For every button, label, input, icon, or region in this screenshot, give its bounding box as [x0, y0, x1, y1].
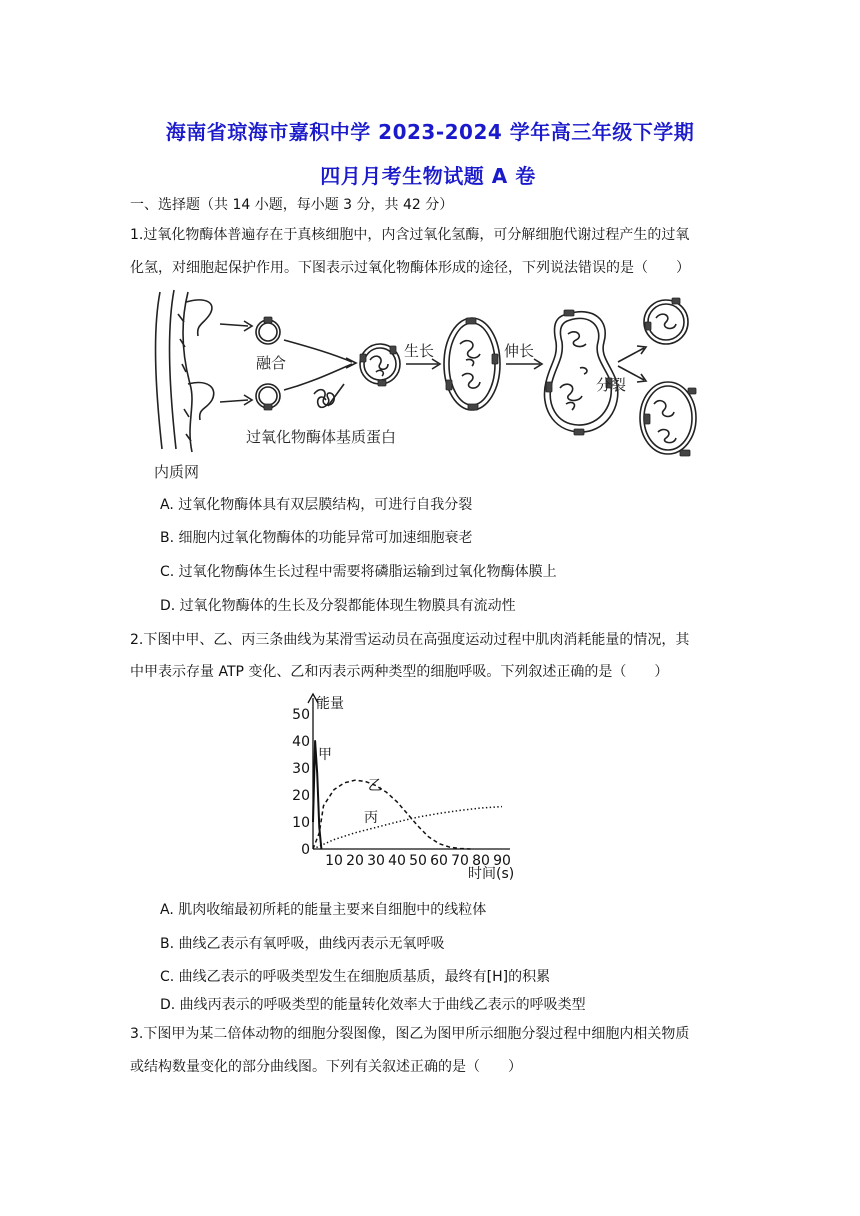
y-tick-label: 10: [292, 815, 310, 831]
q2-stem-line1: 2.下图中甲、乙、丙三条曲线为某滑雪运动员在高强度运动过程中肌肉消耗能量的情况，其: [130, 632, 690, 648]
q2-option-d: D. 曲线丙表示的呼吸类型的能量转化效率大于曲线乙表示的呼吸类型: [160, 997, 586, 1013]
x-axis-label: 时间(s): [468, 866, 515, 882]
x-tick-label: 90: [493, 853, 511, 869]
x-tick-label: 40: [388, 853, 406, 869]
series-label-jia: 甲: [318, 747, 332, 763]
series-line-yi: [313, 780, 471, 849]
label-matrix-protein: 过氧化物酶体基质蛋白: [246, 428, 397, 446]
title-line-1: 海南省琼海市嘉积中学 2023-2024 学年高三年级下学期: [165, 120, 695, 144]
q1-stem-line1: 1.过氧化物酶体普遍存在于真核细胞中，内含过氧化氢酶，可分解细胞代谢过程产生的过氧: [130, 227, 690, 243]
title-line-2: 四月月考生物试题 A 卷: [320, 164, 536, 188]
x-tick-label: 70: [451, 853, 469, 869]
series-line-bing: [313, 807, 502, 849]
x-tick-label: 10: [325, 853, 343, 869]
x-tick-label: 80: [472, 853, 490, 869]
series-label-bing: 丙: [364, 810, 378, 826]
x-tick-label: 50: [409, 853, 427, 869]
q3-stem-line1: 3.下图甲为某二倍体动物的细胞分裂图像，图乙为图甲所示细胞分裂过程中细胞内相关物质: [130, 1026, 690, 1042]
q2-option-b: B. 曲线乙表示有氧呼吸，曲线丙表示无氧呼吸: [160, 936, 445, 952]
label-fusion: 融合: [256, 354, 287, 372]
label-er: 内质网: [154, 463, 200, 481]
energy-chart: [270, 692, 530, 888]
section-heading: 一、选择题（共 14 小题，每小题 3 分，共 42 分）: [130, 197, 454, 213]
label-growth: 生长: [404, 342, 435, 360]
y-tick-label: 40: [292, 734, 310, 750]
label-division: 分裂: [596, 376, 627, 394]
q1-option-a: A. 过氧化物酶体具有双层膜结构，可进行自我分裂: [160, 497, 473, 513]
y-axis-label: 能量: [316, 696, 344, 712]
x-tick-label: 30: [367, 853, 385, 869]
y-tick-label: 30: [292, 761, 310, 777]
y-tick-label: 20: [292, 788, 310, 804]
x-tick-label: 20: [346, 853, 364, 869]
q1-option-b: B. 细胞内过氧化物酶体的功能异常可加速细胞衰老: [160, 530, 473, 546]
q2-stem-line2: 中甲表示存量 ATP 变化、乙和丙表示两种类型的细胞呼吸。下列叙述正确的是（ ）: [130, 664, 669, 680]
q1-option-c: C. 过氧化物酶体生长过程中需要将磷脂运输到过氧化物酶体膜上: [160, 564, 557, 580]
q1-stem-line2: 化氢，对细胞起保护作用。下图表示过氧化物酶体形成的途径，下列说法错误的是（ ）: [130, 260, 690, 276]
y-tick-label: 0: [301, 842, 310, 858]
q2-option-c: C. 曲线乙表示的呼吸类型发生在细胞质基质，最终有[H]的积累: [160, 969, 551, 985]
label-elongation: 伸长: [504, 342, 535, 360]
x-tick-label: 60: [430, 853, 448, 869]
q1-option-d: D. 过氧化物酶体的生长及分裂都能体现生物膜具有流动性: [160, 598, 516, 614]
q2-option-a: A. 肌肉收缩最初所耗的能量主要来自细胞中的线粒体: [160, 902, 487, 918]
q3-stem-line2: 或结构数量变化的部分曲线图。下列有关叙述正确的是（ ）: [130, 1059, 522, 1075]
y-tick-label: 50: [292, 707, 310, 723]
series-label-yi: 乙: [368, 778, 382, 794]
peroxisome-formation-figure: [148, 284, 708, 484]
